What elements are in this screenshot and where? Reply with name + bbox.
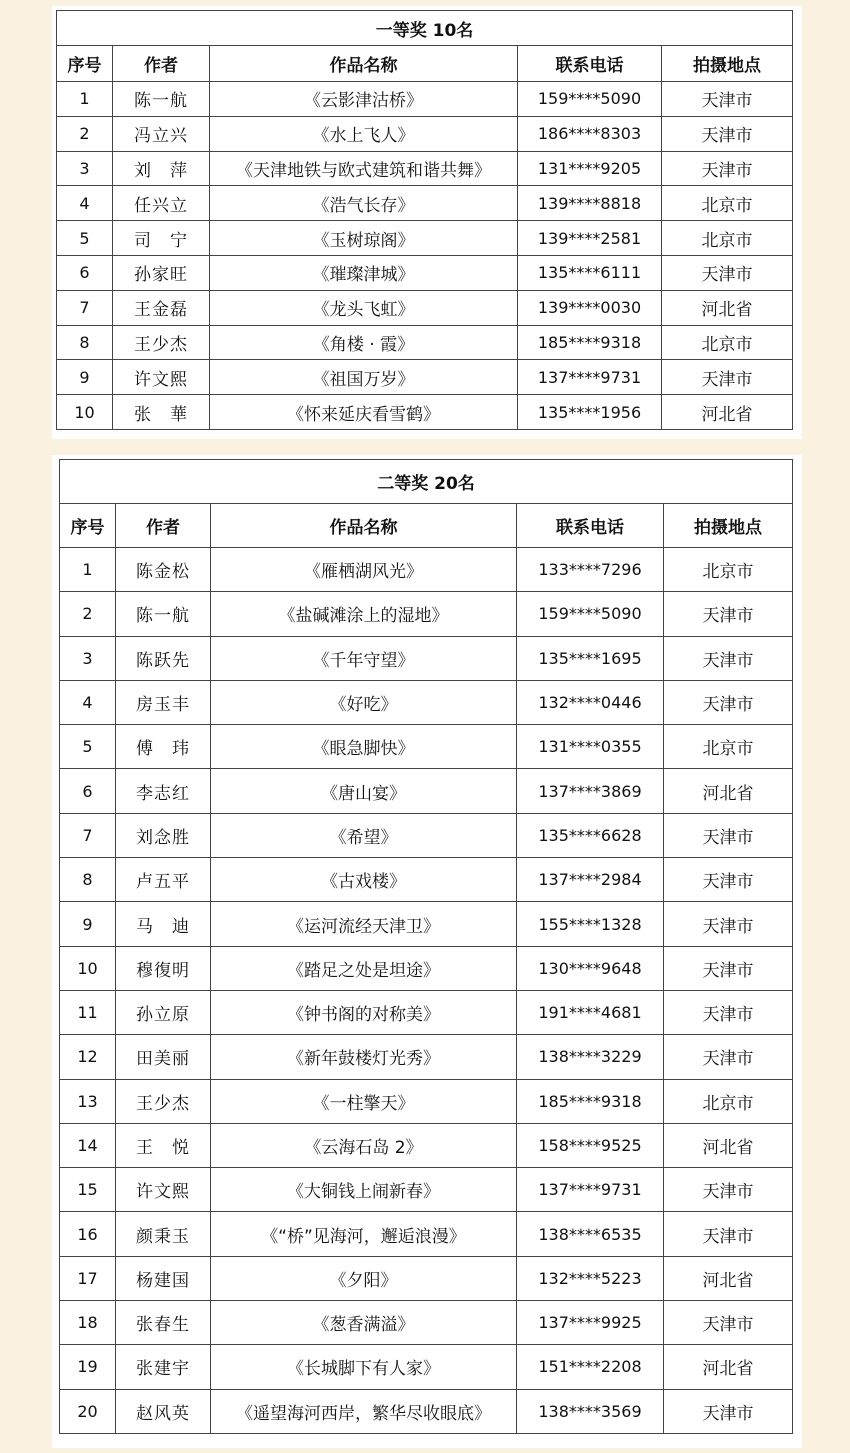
cell-index: 5 [60,725,116,769]
second-prize-title: 二等奖 20名 [60,460,793,504]
cell-phone: 138****3229 [517,1035,664,1079]
table-row [57,151,793,186]
cell-location: 天津市 [664,680,793,724]
table-row [60,1168,793,1212]
cell-index: 18 [60,1301,116,1345]
cell-phone: 186****8303 [518,116,662,151]
cell-author: 马 迪 [116,902,211,946]
cell-index: 8 [57,325,113,360]
cell-location: 天津市 [664,813,793,857]
cell-work-title: 《古戏楼》 [211,858,517,902]
cell-work-title: 《葱香满溢》 [211,1301,517,1345]
cell-index: 12 [60,1035,116,1079]
cell-author: 颜秉玉 [116,1212,211,1256]
table-row [60,990,793,1034]
cell-author: 冯立兴 [113,116,210,151]
cell-location: 天津市 [664,1168,793,1212]
cell-author: 赵风英 [116,1389,211,1433]
cell-index: 2 [60,592,116,636]
cell-index: 9 [60,902,116,946]
cell-index: 10 [57,395,113,430]
cell-author: 傅 玮 [116,725,211,769]
col-header-phone: 联系电话 [518,46,662,82]
cell-author: 张建宇 [116,1345,211,1389]
cell-index: 2 [57,116,113,151]
cell-phone: 137****3869 [517,769,664,813]
cell-work-title: 《大铜钱上闹新春》 [211,1168,517,1212]
cell-work-title: 《“桥”见海河，邂逅浪漫》 [211,1212,517,1256]
col-header-work-title: 作品名称 [211,504,517,548]
cell-phone: 138****3569 [517,1389,664,1433]
cell-author: 许文熙 [113,360,210,395]
col-header-index: 序号 [57,46,113,82]
cell-phone: 158****9525 [517,1123,664,1167]
cell-author: 孙家旺 [113,255,210,290]
cell-author: 杨建国 [116,1256,211,1300]
table-row [60,1212,793,1256]
table-row [60,769,793,813]
cell-phone: 135****1956 [518,395,662,430]
col-header-index: 序号 [60,504,116,548]
table-row [60,1345,793,1389]
cell-index: 1 [60,548,116,592]
cell-author: 王金磊 [113,290,210,325]
cell-phone: 139****0030 [518,290,662,325]
cell-index: 13 [60,1079,116,1123]
cell-work-title: 《雁栖湖风光》 [211,548,517,592]
cell-work-title: 《好吃》 [211,680,517,724]
cell-phone: 138****6535 [517,1212,664,1256]
table-row [60,1389,793,1433]
cell-work-title: 《踏足之处是坦途》 [211,946,517,990]
table-row [57,395,793,430]
second-prize-panel [52,455,802,1448]
cell-work-title: 《玉树琼阁》 [210,221,518,256]
cell-location: 天津市 [662,360,793,395]
table-row [60,1035,793,1079]
table-row [57,82,793,117]
cell-work-title: 《一柱擎天》 [211,1079,517,1123]
col-header-author: 作者 [116,504,211,548]
table-row [60,1079,793,1123]
cell-phone: 132****0446 [517,680,664,724]
table-row [57,221,793,256]
table-row [60,1301,793,1345]
cell-work-title: 《长城脚下有人家》 [211,1345,517,1389]
cell-author: 王 悦 [116,1123,211,1167]
cell-work-title: 《遥望海河西岸，繁华尽收眼底》 [211,1389,517,1433]
cell-work-title: 《千年守望》 [211,636,517,680]
cell-phone: 130****9648 [517,946,664,990]
cell-location: 北京市 [664,1079,793,1123]
cell-index: 15 [60,1168,116,1212]
cell-author: 房玉丰 [116,680,211,724]
cell-location: 北京市 [662,221,793,256]
cell-index: 6 [57,255,113,290]
cell-author: 田美丽 [116,1035,211,1079]
table-row [60,902,793,946]
cell-work-title: 《钟书阁的对称美》 [211,990,517,1034]
cell-author: 王少杰 [116,1079,211,1123]
cell-location: 天津市 [664,1301,793,1345]
cell-work-title: 《璀璨津城》 [210,255,518,290]
table-row [60,548,793,592]
cell-index: 4 [60,680,116,724]
cell-author: 李志红 [116,769,211,813]
cell-location: 天津市 [664,1212,793,1256]
cell-location: 河北省 [664,1123,793,1167]
cell-phone: 133****7296 [517,548,664,592]
cell-phone: 137****9731 [518,360,662,395]
cell-work-title: 《夕阳》 [211,1256,517,1300]
cell-phone: 139****2581 [518,221,662,256]
cell-author: 卢五平 [116,858,211,902]
cell-author: 张 華 [113,395,210,430]
cell-location: 天津市 [664,946,793,990]
cell-phone: 155****1328 [517,902,664,946]
cell-index: 5 [57,221,113,256]
cell-index: 6 [60,769,116,813]
cell-index: 19 [60,1345,116,1389]
col-header-location: 拍摄地点 [664,504,793,548]
cell-index: 3 [60,636,116,680]
cell-author: 孙立原 [116,990,211,1034]
col-header-work-title: 作品名称 [210,46,518,82]
cell-phone: 151****2208 [517,1345,664,1389]
cell-work-title: 《天津地铁与欧式建筑和谐共舞》 [210,151,518,186]
cell-author: 穆復明 [116,946,211,990]
cell-location: 天津市 [662,82,793,117]
cell-index: 17 [60,1256,116,1300]
cell-phone: 159****5090 [518,82,662,117]
cell-location: 北京市 [664,548,793,592]
cell-location: 天津市 [664,1389,793,1433]
table-header-row [57,46,793,82]
cell-work-title: 《希望》 [211,813,517,857]
col-header-phone: 联系电话 [517,504,664,548]
cell-phone: 159****5090 [517,592,664,636]
cell-phone: 137****9731 [517,1168,664,1212]
cell-location: 天津市 [664,636,793,680]
cell-author: 陈一航 [116,592,211,636]
cell-index: 3 [57,151,113,186]
cell-author: 任兴立 [113,186,210,221]
cell-work-title: 《怀来延庆看雪鹤》 [210,395,518,430]
table-row [57,325,793,360]
cell-location: 北京市 [662,325,793,360]
cell-location: 河北省 [662,395,793,430]
cell-phone: 185****9318 [518,325,662,360]
cell-work-title: 《盐碱滩涂上的湿地》 [211,592,517,636]
cell-location: 北京市 [662,186,793,221]
cell-index: 8 [60,858,116,902]
cell-author: 司 宁 [113,221,210,256]
table-row [57,290,793,325]
cell-location: 天津市 [664,592,793,636]
table-row [60,725,793,769]
cell-location: 河北省 [664,769,793,813]
first-prize-title: 一等奖 10名 [57,11,793,46]
cell-work-title: 《唐山宴》 [211,769,517,813]
second-prize-table [59,459,793,1434]
table-row [57,360,793,395]
table-row [60,680,793,724]
cell-phone: 135****1695 [517,636,664,680]
cell-author: 陈金松 [116,548,211,592]
cell-work-title: 《龙头飞虹》 [210,290,518,325]
col-header-author: 作者 [113,46,210,82]
cell-work-title: 《云影津沽桥》 [210,82,518,117]
table-header-row [60,504,793,548]
cell-author: 刘 萍 [113,151,210,186]
cell-work-title: 《云海石岛 2》 [211,1123,517,1167]
cell-index: 10 [60,946,116,990]
cell-location: 天津市 [662,255,793,290]
cell-index: 1 [57,82,113,117]
cell-location: 北京市 [664,725,793,769]
cell-phone: 135****6628 [517,813,664,857]
cell-work-title: 《水上飞人》 [210,116,518,151]
cell-location: 河北省 [662,290,793,325]
cell-work-title: 《浩气长存》 [210,186,518,221]
cell-phone: 191****4681 [517,990,664,1034]
cell-author: 王少杰 [113,325,210,360]
cell-phone: 137****9925 [517,1301,664,1345]
cell-work-title: 《祖国万岁》 [210,360,518,395]
col-header-location: 拍摄地点 [662,46,793,82]
cell-work-title: 《运河流经天津卫》 [211,902,517,946]
cell-location: 天津市 [662,151,793,186]
cell-phone: 132****5223 [517,1256,664,1300]
cell-location: 河北省 [664,1345,793,1389]
cell-author: 陈跃先 [116,636,211,680]
cell-index: 20 [60,1389,116,1433]
cell-location: 天津市 [662,116,793,151]
table-row [60,592,793,636]
cell-phone: 185****9318 [517,1079,664,1123]
cell-phone: 131****9205 [518,151,662,186]
cell-work-title: 《眼急脚快》 [211,725,517,769]
cell-phone: 131****0355 [517,725,664,769]
table-row [60,636,793,680]
first-prize-panel [52,6,802,439]
cell-phone: 139****8818 [518,186,662,221]
cell-index: 11 [60,990,116,1034]
table-row [57,116,793,151]
cell-index: 7 [57,290,113,325]
cell-author: 陈一航 [113,82,210,117]
cell-author: 张春生 [116,1301,211,1345]
table-row [60,858,793,902]
cell-phone: 135****6111 [518,255,662,290]
cell-location: 天津市 [664,858,793,902]
cell-index: 9 [57,360,113,395]
table-row [60,813,793,857]
cell-work-title: 《角楼 · 霞》 [210,325,518,360]
cell-index: 16 [60,1212,116,1256]
first-prize-table [56,10,793,430]
table-row [60,1256,793,1300]
cell-location: 河北省 [664,1256,793,1300]
cell-work-title: 《新年鼓楼灯光秀》 [211,1035,517,1079]
cell-location: 天津市 [664,1035,793,1079]
cell-index: 7 [60,813,116,857]
cell-phone: 137****2984 [517,858,664,902]
cell-index: 4 [57,186,113,221]
cell-location: 天津市 [664,902,793,946]
cell-index: 14 [60,1123,116,1167]
cell-author: 刘念胜 [116,813,211,857]
table-row [57,186,793,221]
cell-author: 许文熙 [116,1168,211,1212]
table-row [57,255,793,290]
table-row [60,946,793,990]
table-row [60,1123,793,1167]
cell-location: 天津市 [664,990,793,1034]
